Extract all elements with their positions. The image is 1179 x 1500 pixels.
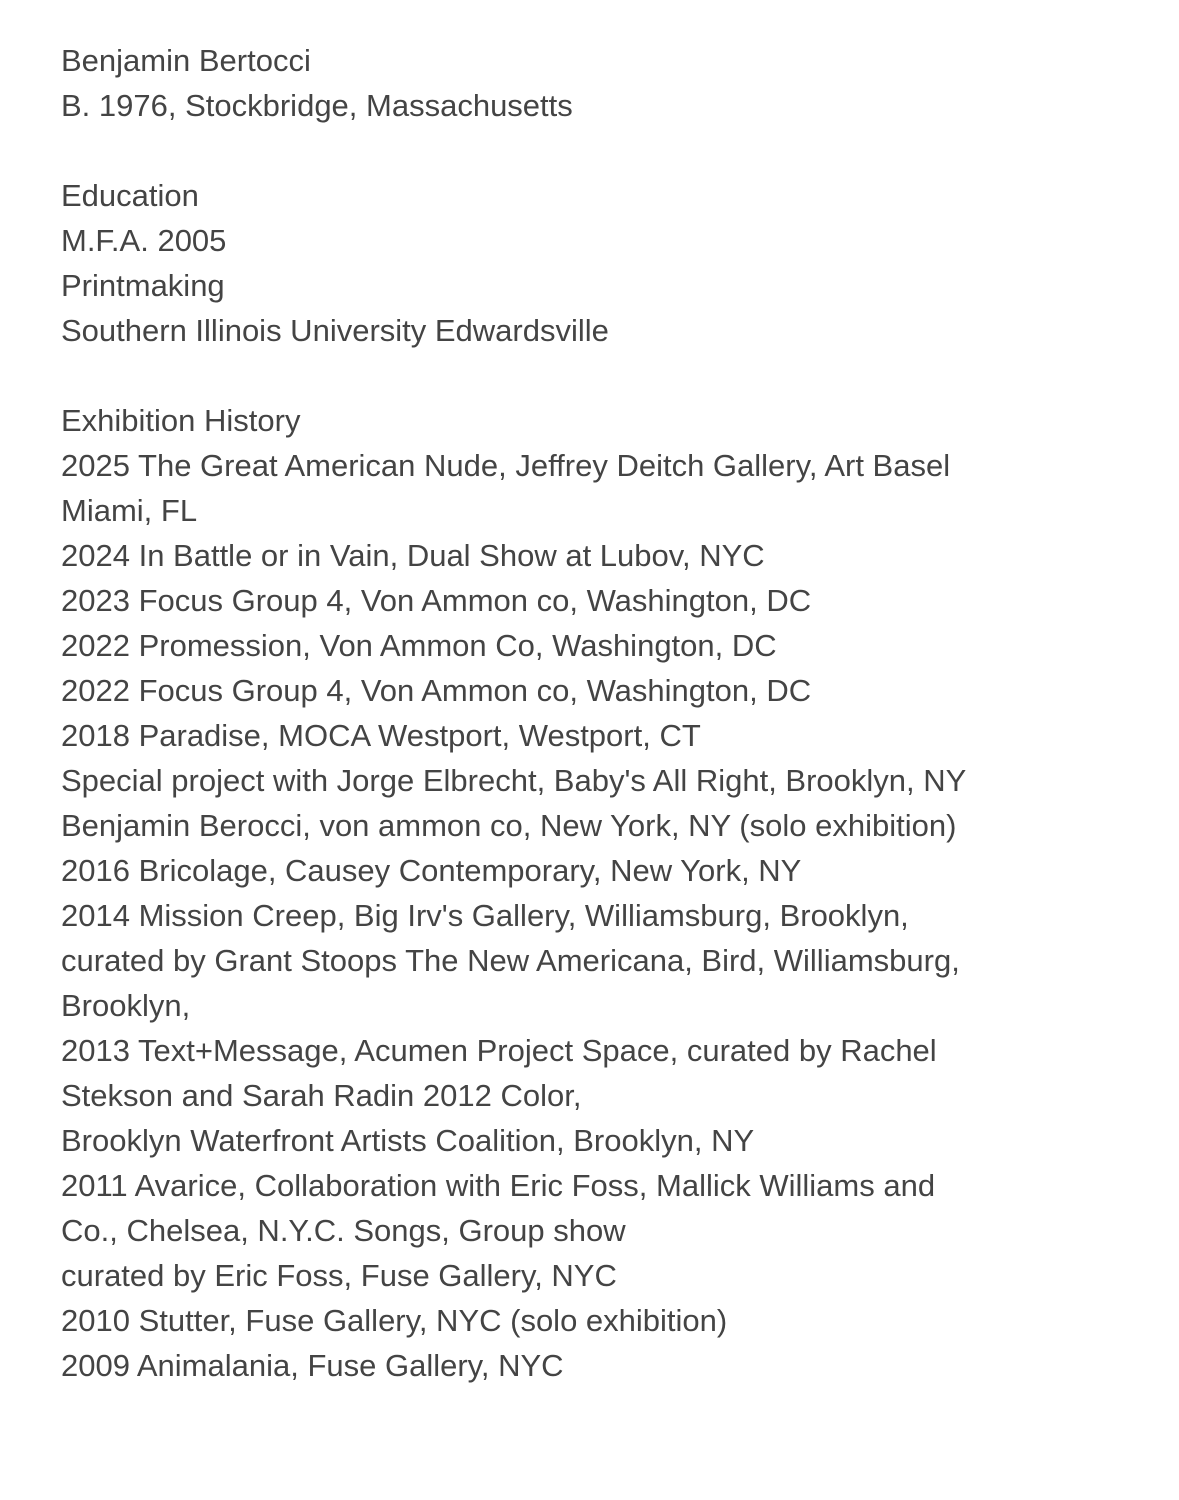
exhibition-line: curated by Grant Stoops The New Americana, Bird, Williamsburg,	[61, 943, 960, 978]
exhibition-list	[61, 443, 1179, 1388]
exhibition-line: 2018 Paradise, MOCA Westport, Westport, CT	[61, 718, 701, 753]
exhibition-line: Miami, FL	[61, 493, 198, 528]
education-heading: Education	[61, 178, 199, 213]
exhibition-line: Special project with Jorge Elbrecht, Baby's All Right, Brooklyn, NY	[61, 763, 967, 798]
exhibition-line: 2013 Text+Message, Acumen Project Space, curated by Rachel	[61, 1033, 937, 1068]
spacer	[61, 128, 1179, 173]
exhibition-line: Brooklyn,	[61, 988, 191, 1023]
birth-info: B. 1976, Stockbridge, Massachusetts	[61, 88, 573, 123]
education-line: Printmaking	[61, 268, 225, 303]
exhibition-line: 2022 Focus Group 4, Von Ammon co, Washington, DC	[61, 673, 812, 708]
exhibition-line: 2016 Bricolage, Causey Contemporary, New York, NY	[61, 853, 802, 888]
exhibition-line: Brooklyn Waterfront Artists Coalition, Brooklyn, NY	[61, 1123, 755, 1158]
artist-name: Benjamin Bertocci	[61, 43, 311, 78]
spacer	[61, 353, 1179, 398]
exhibition-line: 2023 Focus Group 4, Von Ammon co, Washington, DC	[61, 583, 812, 618]
exhibition-line: Benjamin Berocci, von ammon co, New York, NY (solo exhibition)	[61, 808, 957, 843]
exhibition-heading: Exhibition History	[61, 403, 301, 438]
exhibition-line: 2024 In Battle or in Vain, Dual Show at Lubov, NYC	[61, 538, 765, 573]
exhibition-line: curated by Eric Foss, Fuse Gallery, NYC	[61, 1258, 617, 1293]
education-line: M.F.A. 2005	[61, 223, 227, 258]
exhibition-line: Stekson and Sarah Radin 2012 Color,	[61, 1078, 582, 1113]
exhibition-line: 2011 Avarice, Collaboration with Eric Foss, Mallick Williams and	[61, 1168, 936, 1203]
exhibition-line: 2014 Mission Creep, Big Irv's Gallery, Williamsburg, Brooklyn,	[61, 898, 909, 933]
exhibition-line: 2010 Stutter, Fuse Gallery, NYC (solo exhibition)	[61, 1303, 728, 1338]
exhibition-line: 2025 The Great American Nude, Jeffrey Deitch Gallery, Art Basel	[61, 448, 951, 483]
education-line: Southern Illinois University Edwardsville	[61, 313, 609, 348]
education-list	[61, 218, 1179, 353]
exhibition-line: 2009 Animalania, Fuse Gallery, NYC	[61, 1348, 564, 1383]
exhibition-line: Co., Chelsea, N.Y.C. Songs, Group show	[61, 1213, 626, 1248]
exhibition-line: 2022 Promession, Von Ammon Co, Washington, DC	[61, 628, 777, 663]
